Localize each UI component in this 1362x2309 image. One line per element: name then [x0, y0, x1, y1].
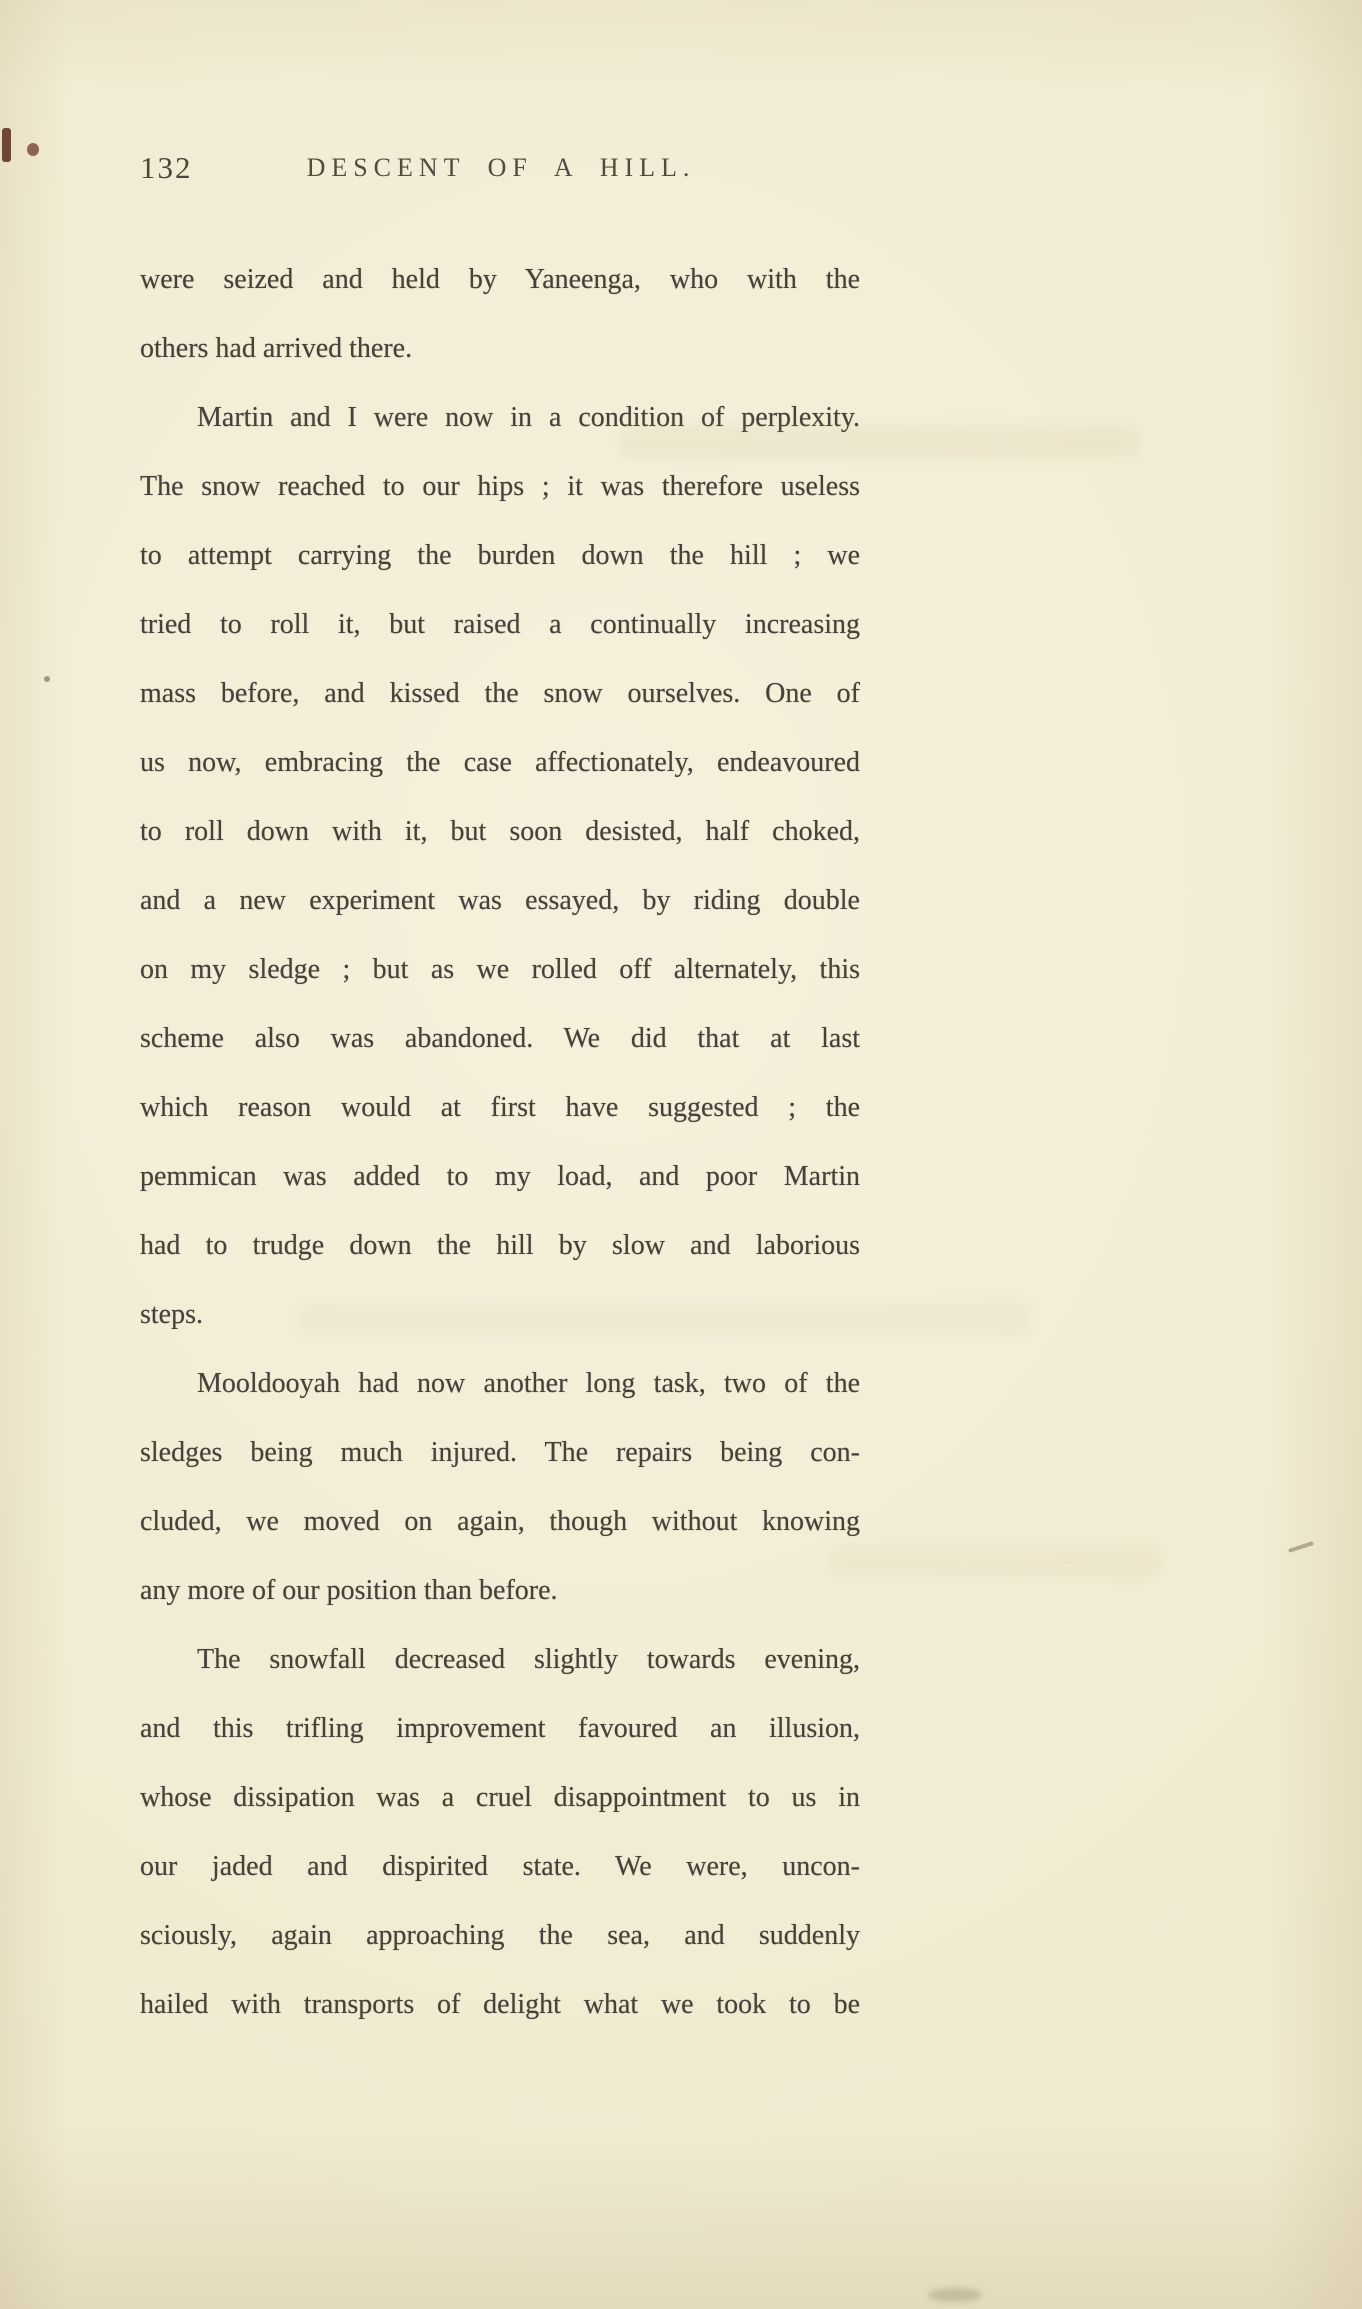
text-line: whose dissipation was a cruel disappointment to us in: [140, 1782, 860, 1813]
page-body: [140, 245, 860, 2039]
text-line: mass before, and kissed the snow ourselves. One of: [140, 678, 860, 709]
text-line: had to trudge down the hill by slow and laborious: [140, 1230, 860, 1261]
text-line: and a new experiment was essayed, by riding double: [140, 885, 860, 916]
ink-showthrough: [620, 425, 1140, 459]
text-line: sciously, again approaching the sea, and suddenly: [140, 1920, 860, 1951]
scan-speck: [2, 128, 11, 162]
text-line: on my sledge ; but as we rolled off alternately, this: [140, 954, 860, 985]
scan-speck: [928, 2288, 982, 2302]
scan-speck: [1288, 1541, 1314, 1553]
text-line: pemmican was added to my load, and poor Martin: [140, 1161, 860, 1192]
text-line: our jaded and dispirited state. We were, uncon-: [140, 1851, 860, 1882]
text-line: and this trifling improvement favoured an illusion,: [140, 1713, 860, 1744]
text-line: The snowfall decreased slightly towards evening,: [197, 1644, 860, 1675]
text-line: any more of our position than before.: [140, 1575, 558, 1606]
ink-showthrough: [830, 1545, 1160, 1579]
text-line: tried to roll it, but raised a continually increasing: [140, 609, 860, 640]
text-line: others had arrived there.: [140, 333, 413, 364]
text-line: scheme also was abandoned. We did that at last: [140, 1023, 860, 1054]
text-line: steps.: [140, 1299, 203, 1330]
text-line: us now, embracing the case affectionately, endeavoured: [140, 747, 860, 778]
text-line: Martin and I were now in a condition of perplexity.: [197, 402, 860, 433]
scan-speck: [44, 676, 50, 682]
text-line: sledges being much injured. The repairs being con-: [140, 1437, 860, 1468]
text-line: hailed with transports of delight what we took to be: [140, 1989, 860, 2020]
text-line: to roll down with it, but soon desisted, half choked,: [140, 816, 860, 847]
running-header-title: DESCENT OF A HILL.: [306, 153, 696, 182]
page-header: [140, 150, 862, 192]
text-line: were seized and held by Yaneenga, who with the: [140, 264, 860, 295]
text-line: to attempt carrying the burden down the hill ; we: [140, 540, 860, 571]
ink-showthrough: [300, 1303, 1030, 1335]
page-number: 132: [140, 150, 193, 185]
text-line: Mooldooyah had now another long task, two of the: [197, 1368, 860, 1399]
text-line: cluded, we moved on again, though without knowing: [140, 1506, 860, 1537]
scan-speck: [27, 143, 39, 156]
text-line: The snow reached to our hips ; it was therefore useless: [140, 471, 860, 502]
text-line: which reason would at first have suggested ; the: [140, 1092, 860, 1123]
